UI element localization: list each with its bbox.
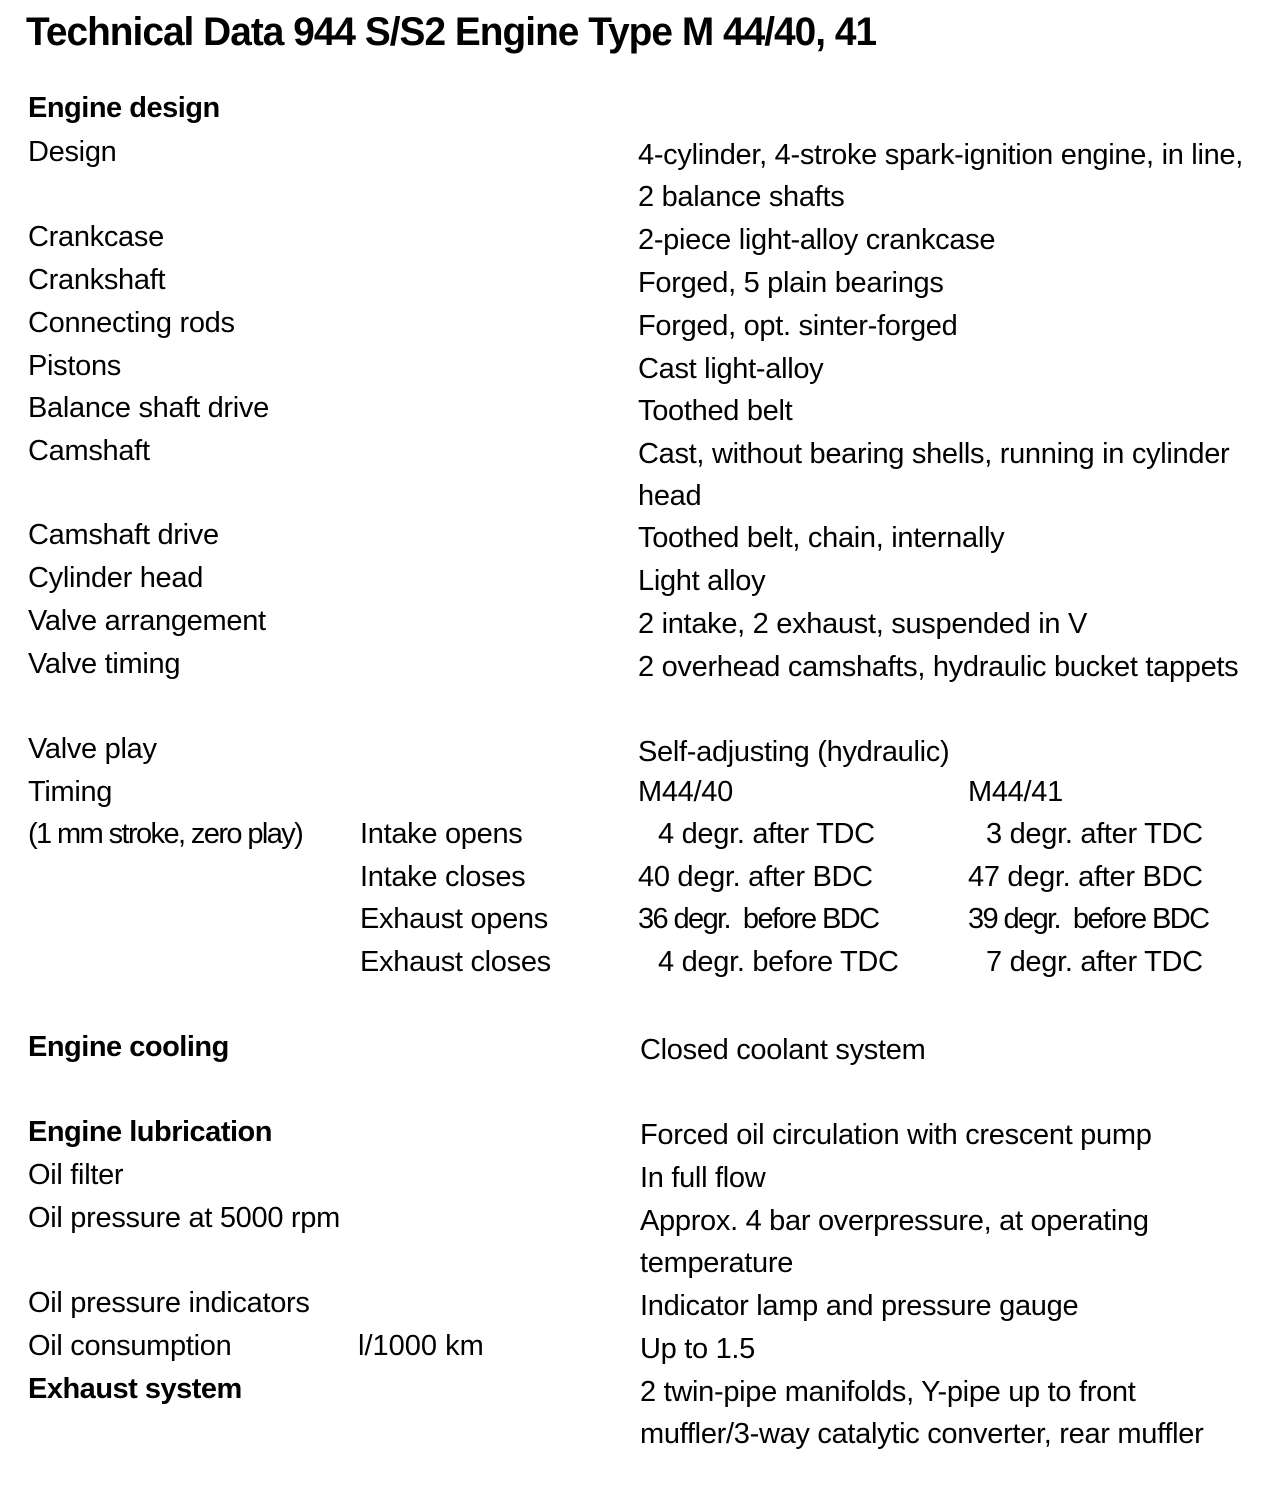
timing-row-m4441: 3 degr. after TDC xyxy=(986,818,1203,850)
connecting-rods-label: Connecting rods xyxy=(28,307,235,339)
timing-row-m4441: 39 degr. before BDC xyxy=(968,903,1209,935)
page-title: Technical Data 944 S/S2 Engine Type M 44/40, 41 xyxy=(26,10,877,54)
engine-cooling-heading: Engine cooling xyxy=(28,1031,229,1063)
timing-row-m4441: 7 degr. after TDC xyxy=(986,946,1203,978)
timing-col-header-m4440: M44/40 xyxy=(638,776,733,808)
valve-arrangement-value: 2 intake, 2 exhaust, suspended in V xyxy=(638,608,1087,640)
camshaft-drive-label: Camshaft drive xyxy=(28,519,219,551)
oil-filter-label: Oil filter xyxy=(28,1159,124,1191)
balance-shaft-drive-value: Toothed belt xyxy=(638,395,793,427)
design-label: Design xyxy=(28,136,117,168)
timing-row-m4440: 40 degr. after BDC xyxy=(638,861,873,893)
crankshaft-label: Crankshaft xyxy=(28,264,166,296)
timing-col-header-m4441: M44/41 xyxy=(968,776,1063,808)
timing-row-event: Intake closes xyxy=(360,861,526,893)
oil-pressure-indicators-label: Oil pressure indicators xyxy=(28,1287,310,1319)
connecting-rods-value: Forged, opt. sinter-forged xyxy=(638,310,958,342)
timing-row-m4440: 4 degr. after TDC xyxy=(658,818,875,850)
oil-pressure-indicators-value: Indicator lamp and pressure gauge xyxy=(640,1290,1079,1322)
timing-row-m4441: 47 degr. after BDC xyxy=(968,861,1203,893)
oil-consumption-value: Up to 1.5 xyxy=(640,1333,755,1365)
engine-lubrication-heading: Engine lubrication xyxy=(28,1116,272,1148)
pistons-label: Pistons xyxy=(28,350,121,382)
exhaust-system-heading: Exhaust system xyxy=(28,1373,242,1405)
camshaft-drive-value: Toothed belt, chain, internally xyxy=(638,522,1005,554)
oil-consumption-unit: l/1000 km xyxy=(358,1330,484,1362)
exhaust-system-value: 2 twin-pipe manifolds, Y-pipe up to front muffler/3-way catalytic converter, rear muffler xyxy=(640,1376,1204,1450)
timing-row-m4440: 4 degr. before TDC xyxy=(658,946,899,978)
cylinder-head-label: Cylinder head xyxy=(28,562,204,594)
timing-row-event: Exhaust closes xyxy=(360,946,551,978)
engine-cooling-value: Closed coolant system xyxy=(640,1034,926,1066)
camshaft-value: Cast, without bearing shells, running in cylinder head xyxy=(638,438,1230,512)
valve-play-label: Valve play xyxy=(28,733,157,765)
timing-row-m4440: 36 degr. before BDC xyxy=(638,903,879,935)
timing-row-event: Exhaust opens xyxy=(360,903,548,935)
engine-design-heading: Engine design xyxy=(28,92,220,124)
valve-arrangement-label: Valve arrangement xyxy=(28,605,266,637)
crankshaft-value: Forged, 5 plain bearings xyxy=(638,267,944,299)
oil-pressure-value: Approx. 4 bar overpressure, at operating temperature xyxy=(640,1205,1149,1279)
oil-consumption-label: Oil consumption xyxy=(28,1330,232,1362)
pistons-value: Cast light-alloy xyxy=(638,353,824,385)
cylinder-head-value: Light alloy xyxy=(638,565,766,597)
timing-row-event: Intake opens xyxy=(360,818,523,850)
valve-timing-value: 2 overhead camshafts, hydraulic bucket tappets xyxy=(638,651,1239,683)
crankcase-value: 2-piece light-alloy crankcase xyxy=(638,224,996,256)
valve-play-value: Self-adjusting (hydraulic) xyxy=(638,736,950,768)
timing-condition: (1 mm stroke, zero play) xyxy=(28,818,303,850)
oil-filter-value: In full flow xyxy=(640,1162,766,1194)
crankcase-label: Crankcase xyxy=(28,221,164,253)
oil-pressure-label: Oil pressure at 5000 rpm xyxy=(28,1202,340,1234)
design-value: 4-cylinder, 4-stroke spark-ignition engine, in line, 2 balance shafts xyxy=(638,139,1243,213)
camshaft-label: Camshaft xyxy=(28,435,150,467)
valve-timing-label: Valve timing xyxy=(28,648,181,680)
balance-shaft-drive-label: Balance shaft drive xyxy=(28,392,269,424)
timing-label: Timing xyxy=(28,776,113,808)
engine-lubrication-value: Forced oil circulation with crescent pump xyxy=(640,1119,1152,1151)
